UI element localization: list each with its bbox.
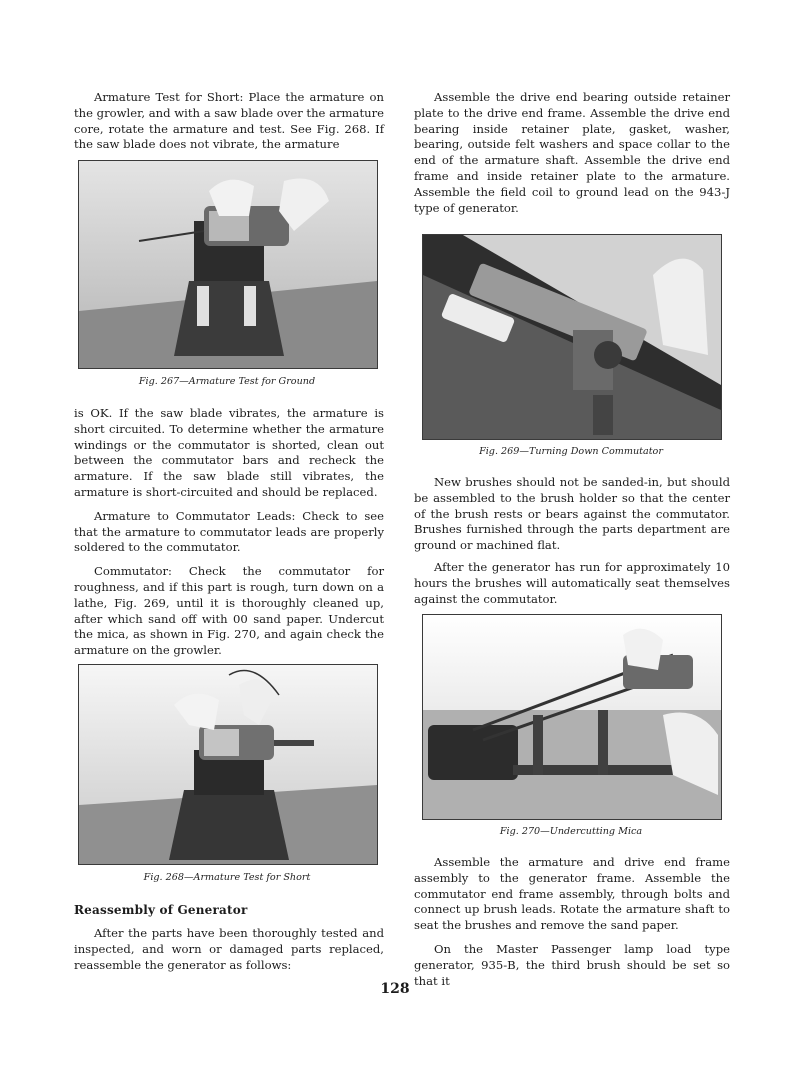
fig-267-caption: Fig. 267—Armature Test for Ground bbox=[138, 376, 316, 387]
commutator-leads-paragraph: Armature to Commutator Leads: Check to see that the armature to commutator leads are properly soldered to the commutator. bbox=[74, 508, 384, 555]
page-number: 128 bbox=[380, 981, 410, 997]
frame-assembly-paragraph: Assemble the armature and drive end frame assembly to the generator frame. Assemble the commutator end frame assembly, through bolts and connect up brush leads. Rotate the armature shaft to seat the brushes and remove the sand paper. bbox=[414, 855, 730, 933]
fig-268-caption: Fig. 268—Armature Test for Short bbox=[143, 872, 311, 883]
fig-270-photo bbox=[422, 614, 722, 820]
right-column-middle bbox=[414, 475, 730, 607]
fig-269-caption: Fig. 269—Turning Down Commutator bbox=[479, 446, 663, 457]
reassembly-heading: Reassembly of Generator bbox=[74, 903, 248, 917]
right-column-bottom bbox=[414, 855, 730, 989]
drive-end-assembly-paragraph: Assemble the drive end bearing outside retainer plate to the drive end frame. Assemble the drive end bearing inside retainer plate, gasket, washer, bearing, outside felt washers and space collar to the end of the armature shaft. Assemble the drive end frame and inside retainer plate to the armature. Assemble the field coil to ground lead on the 943-J type of generator. bbox=[414, 90, 730, 215]
fig-269-photo bbox=[422, 234, 722, 440]
left-column-middle bbox=[74, 406, 384, 659]
fig-267-photo bbox=[78, 160, 378, 369]
brush-seating-paragraph: After the generator has run for approximately 10 hours the brushes will automatically seat themselves against the commutator. bbox=[414, 559, 730, 606]
right-column-top bbox=[414, 90, 730, 216]
new-brushes-paragraph: New brushes should not be sanded-in, but should be assembled to the brush holder so that the center of the brush rests or bears against the commutator. Brushes furnished through the parts department are ground or machined flat. bbox=[414, 475, 730, 553]
left-column-bottom bbox=[74, 926, 384, 973]
reassembly-intro-paragraph: After the parts have been thoroughly tested and inspected, and worn or damaged parts replaced, reassemble the generator as follows: bbox=[74, 926, 384, 972]
armature-test-short-paragraph: Armature Test for Short: Place the armature on the growler, and with a saw blade over the armature core, rotate the armature and test. See Fig. 268. If the saw blade does not vibrate, the armature bbox=[74, 90, 384, 152]
third-brush-paragraph: On the Master Passenger lamp load type generator, 935-B, the third brush should be set so that it bbox=[414, 941, 730, 988]
short-circuit-paragraph: is OK. If the saw blade vibrates, the armature is short circuited. To determine whether the armature windings or the commutator is shorted, clean out between the commutator bars and recheck the armature. If the saw blade still vibrates, the armature is short-circuited and should be replaced. bbox=[74, 406, 384, 499]
left-column-top bbox=[74, 90, 384, 153]
commutator-paragraph: Commutator: Check the commutator for roughness, and if this part is rough, turn down on a lathe, Fig. 269, until it is thoroughly cleaned up, after which sand off with 00 sand paper. Undercut the mica, as shown in Fig. 270, and again check the armature on the growler. bbox=[74, 564, 384, 658]
fig-268-photo bbox=[78, 664, 378, 865]
fig-270-caption: Fig. 270—Undercutting Mica bbox=[499, 826, 643, 837]
